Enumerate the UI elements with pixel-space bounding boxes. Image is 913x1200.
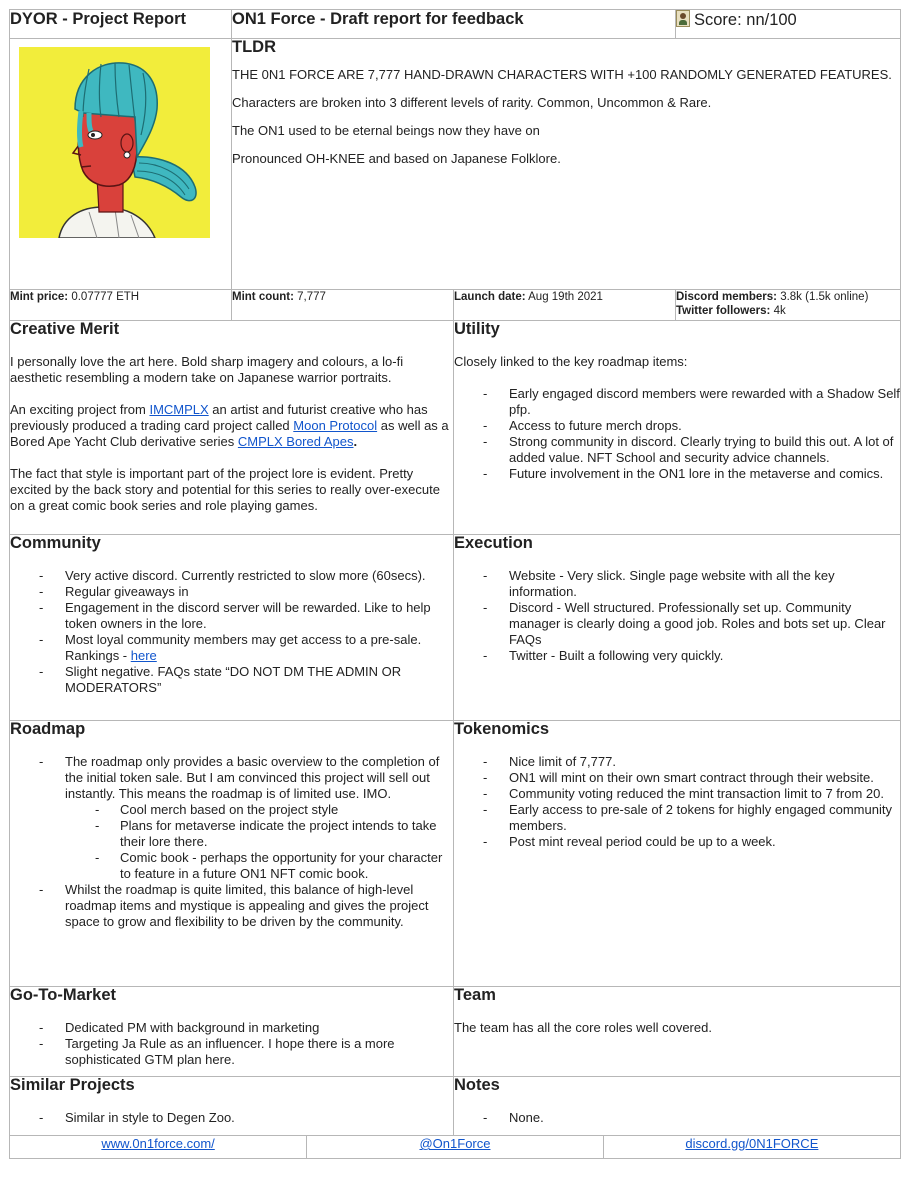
execution-heading: Execution	[454, 534, 533, 552]
artwork-cell	[10, 39, 232, 290]
portrait-icon	[676, 10, 690, 27]
roadmap-list	[10, 754, 453, 930]
roadmap-heading: Roadmap	[10, 720, 86, 738]
list-item: - Early access to pre-sale of 2 tokens for highly engaged community members.	[454, 802, 900, 834]
footer-discord-cell	[603, 1136, 900, 1158]
mint-price-label: Mint price:	[10, 291, 69, 303]
list-item: - Targeting Ja Rule as an influencer. I hope there is a more sophisticated GTM plan here.	[10, 1036, 453, 1068]
moon-protocol-link[interactable]: Moon Protocol	[293, 418, 378, 433]
tokenomics-section	[454, 721, 901, 987]
execution-list	[454, 568, 900, 664]
sub-list-item: - Cool merch based on the project style	[10, 802, 453, 818]
footer-twitter-cell	[307, 1136, 604, 1158]
team-heading: Team	[454, 986, 496, 1004]
imcmplx-link[interactable]: IMCMPLX	[149, 402, 209, 417]
tldr-heading: TLDR	[232, 38, 276, 56]
launch-date-cell	[454, 290, 676, 321]
list-item: - Future involvement in the ON1 lore in the metaverse and comics.	[454, 466, 900, 482]
community-heading: Community	[10, 534, 101, 552]
list-item: - Website - Very slick. Single page website with all the key information.	[454, 568, 900, 600]
tokenomics-heading: Tokenomics	[454, 720, 550, 738]
list-item: - Strong community in discord. Clearly trying to build this out. A lot of added value. NFT School and security advice channels.	[454, 434, 900, 466]
tldr-paragraph-2: Characters are broken into 3 different levels of rarity. Common, Uncommon & Rare.	[232, 95, 712, 110]
list-item: - Very active discord. Currently restricted to slow more (60secs).	[10, 568, 453, 584]
utility-heading: Utility	[454, 320, 500, 338]
utility-list	[454, 386, 900, 482]
mint-price-cell	[10, 290, 232, 321]
notes-section	[454, 1077, 901, 1136]
mint-count-value: 7,777	[297, 291, 326, 303]
list-item: - Access to future merch drops.	[454, 418, 900, 434]
roadmap-section	[10, 721, 454, 987]
score-cell	[676, 10, 901, 39]
list-item: - Early engaged discord members were rewarded with a Shadow Self pfp.	[454, 386, 900, 418]
footer-website-cell	[10, 1136, 307, 1158]
tldr-paragraph-4: Pronounced OH-KNEE and based on Japanese Folklore.	[232, 151, 561, 166]
list-item: - Engagement in the discord server will be rewarded. Like to help token owners in the lore.	[10, 600, 453, 632]
list-item: - Similar in style to Degen Zoo.	[10, 1110, 453, 1126]
community-section	[10, 535, 454, 721]
list-item: - The roadmap only provides a basic overview to the completion of the initial token sale. But I am convinced this project will sell out instantly. This means the roadmap is of limited use. IMO. - Cool merch based on the project style - Plans for metaverse indicate the project intends to take their lore there. - Comic book - perhaps the opportunity for your character to feature in a future ON1 NFT comic book.	[10, 754, 453, 882]
mint-price-value: 0.07777 ETH	[71, 291, 140, 303]
tldr-paragraph-3: The ON1 used to be eternal beings now they have on	[232, 123, 540, 138]
report-table	[9, 9, 901, 1159]
report-subtitle: ON1 Force - Draft report for feedback	[232, 10, 676, 39]
list-item: - Regular giveaways in	[10, 584, 453, 600]
launch-date-value: Aug 19th 2021	[528, 291, 603, 303]
go-to-market-section	[10, 987, 454, 1077]
list-item: - Nice limit of 7,777.	[454, 754, 900, 770]
creative-merit-section	[10, 321, 454, 535]
list-item: - Discord - Well structured. Professionally set up. Community manager is clearly doing a good job. Roles and bots set up. Clear FAQs	[454, 600, 900, 648]
footer-links-table	[10, 1136, 900, 1158]
character-artwork	[19, 47, 210, 238]
team-text: The team has all the core roles well covered.	[454, 1020, 712, 1035]
report-title: DYOR - Project Report	[10, 10, 232, 39]
tokenomics-list	[454, 754, 900, 850]
community-list	[10, 568, 453, 696]
twitter-followers-value: 4k	[773, 305, 786, 317]
website-link[interactable]: www.0n1force.com/	[101, 1136, 215, 1151]
execution-section	[454, 535, 901, 721]
roadmap-sublist	[65, 802, 453, 882]
list-item: - Whilst the roadmap is quite limited, this balance of high-level roadmap items and mystique is appealing and gives the project space to grow and flexibility to be driven by the community.	[10, 882, 453, 930]
notes-list	[454, 1110, 900, 1126]
twitter-followers-label: Twitter followers:	[676, 305, 771, 317]
tldr-paragraph-1: THE 0N1 FORCE ARE 7,777 HAND-DRAWN CHARACTERS WITH +100 RANDOMLY GENERATED FEATURES.	[232, 67, 892, 82]
discord-members-value: 3.8k (1.5k online)	[780, 291, 869, 303]
cmplx-bored-apes-link[interactable]: CMPLX Bored Apes	[237, 434, 354, 449]
score-value: Score: nn/100	[694, 11, 797, 29]
creative-paragraph-3: The fact that style is important part of the project lore is evident. Pretty excited by the back story and potential for this series to really over-execute on a great comic book series and role playing games.	[10, 466, 440, 513]
list-item: - None.	[454, 1110, 900, 1126]
twitter-link[interactable]: @On1Force	[419, 1136, 491, 1151]
go-to-market-heading: Go-To-Market	[10, 986, 117, 1004]
discord-link[interactable]: discord.gg/0N1FORCE	[685, 1136, 819, 1151]
list-item: - Post mint reveal period could be up to a week.	[454, 834, 900, 850]
character-illustration	[19, 47, 210, 238]
social-stats-cell	[676, 290, 901, 321]
list-item: - Dedicated PM with background in marketing	[10, 1020, 453, 1036]
launch-date-label: Launch date:	[454, 291, 526, 303]
go-to-market-list	[10, 1020, 453, 1068]
sub-list-item: - Plans for metaverse indicate the project intends to take their lore there.	[10, 818, 453, 850]
mint-count-cell	[232, 290, 454, 321]
mint-count-label: Mint count:	[232, 291, 294, 303]
creative-paragraph-2: An exciting project from IMCMPLX an artist and futurist creative who has previously produced a trading card project called Moon Protocol as well as a Bored Ape Yacht Club derivative series CMPLX Bored Apes.	[10, 402, 449, 449]
similar-projects-heading: Similar Projects	[10, 1076, 135, 1094]
discord-members-label: Discord members:	[676, 291, 777, 303]
utility-section	[454, 321, 901, 535]
creative-merit-heading: Creative Merit	[10, 320, 120, 338]
list-item: - Community voting reduced the mint transaction limit to 7 from 20.	[454, 786, 900, 802]
creative-paragraph-1: I personally love the art here. Bold sharp imagery and colours, a lo-fi aesthetic resembling a modern take on Japanese warrior portraits.	[10, 354, 404, 385]
list-item: - ON1 will mint on their own smart contract through their website.	[454, 770, 900, 786]
tldr-section	[232, 39, 901, 290]
team-section	[454, 987, 901, 1077]
utility-intro: Closely linked to the key roadmap items:	[454, 354, 688, 369]
similar-projects-list	[10, 1110, 453, 1126]
footer-links-row	[10, 1136, 901, 1159]
list-item: - Twitter - Built a following very quickly.	[454, 648, 900, 664]
list-item: - Slight negative. FAQs state “DO NOT DM THE ADMIN OR MODERATORS”	[10, 664, 453, 696]
notes-heading: Notes	[454, 1076, 500, 1094]
report-document	[9, 9, 900, 1159]
similar-projects-section	[10, 1077, 454, 1136]
rankings-link[interactable]: here	[130, 648, 157, 663]
list-item: - Most loyal community members may get access to a pre-sale. Rankings - here	[10, 632, 453, 664]
sub-list-item: - Comic book - perhaps the opportunity for your character to feature in a future ON1 NFT comic book.	[10, 850, 453, 882]
